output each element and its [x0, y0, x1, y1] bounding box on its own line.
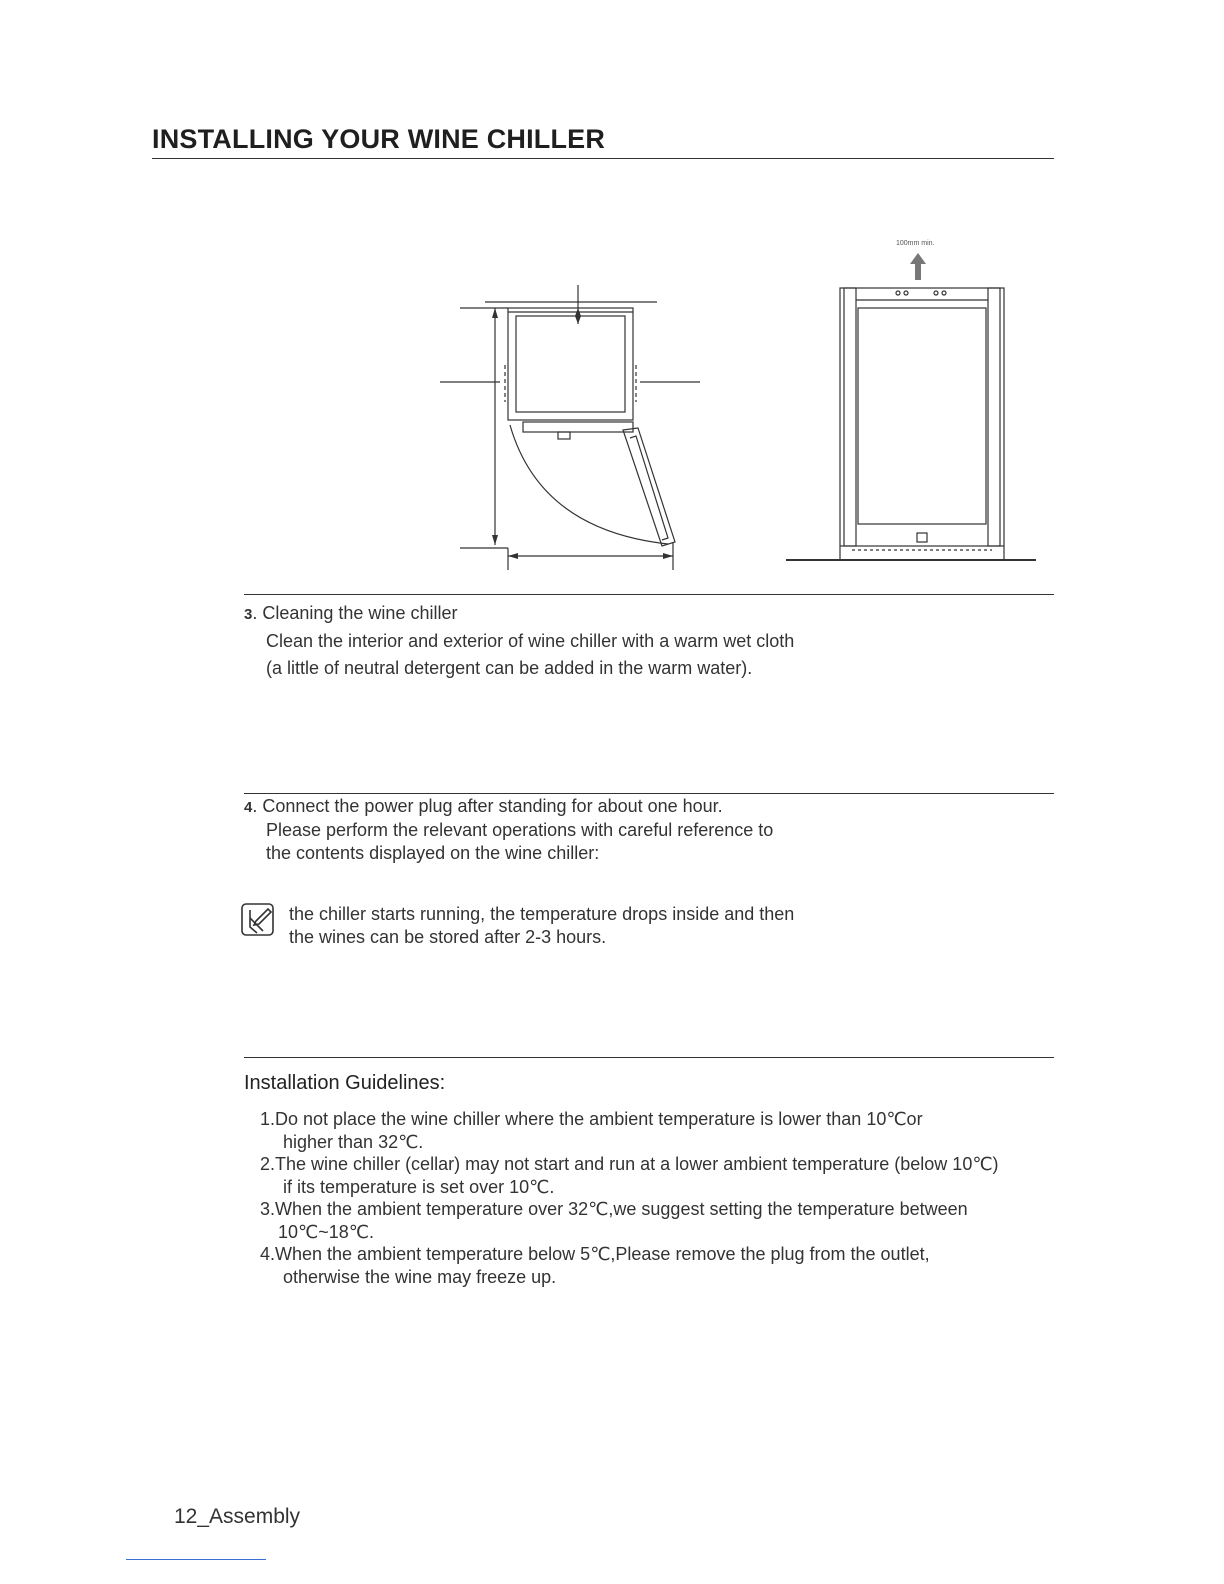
- guideline-2-line1: 2.The wine chiller (cellar) may not start and run at a lower ambient temperature (below 10℃): [260, 1154, 999, 1174]
- clearance-label: 100mm min.: [896, 240, 935, 247]
- step3-number: 3: [244, 606, 253, 623]
- step4-line3: the contents displayed on the wine chiller:: [266, 843, 600, 863]
- guidelines-rule: [244, 1057, 1054, 1058]
- guideline-item: [260, 1153, 1090, 1198]
- guideline-4-line1: 4.When the ambient temperature below 5℃,Please remove the plug from the outlet,: [260, 1244, 930, 1264]
- guideline-3-line1: 3.When the ambient temperature over 32℃,we suggest setting the temperature between: [260, 1199, 968, 1219]
- page-footer: 12_Assembly: [174, 1505, 301, 1528]
- guideline-1-line1: 1.Do not place the wine chiller where the ambient temperature is lower than 10℃or: [260, 1109, 923, 1129]
- title-rule: [152, 158, 1054, 159]
- guideline-item: [260, 1108, 1090, 1153]
- step3-block: 3. Cleaning the wine chiller Clean the interior and exterior of wine chiller with a warm wet cloth (a little of neutral detergent can be added in the warm water).: [244, 600, 1044, 682]
- step4-rule: [244, 793, 1054, 794]
- front-view-diagram: [786, 250, 1036, 565]
- guideline-item: [260, 1198, 1090, 1243]
- guideline-2-line2: if its temperature is set over 10℃.: [283, 1176, 555, 1197]
- top-view-diagram: [430, 280, 710, 575]
- footer-underline: [126, 1559, 266, 1560]
- page-title: INSTALLING YOUR WINE CHILLER: [152, 124, 606, 154]
- guidelines-title: Installation Guidelines:: [244, 1072, 446, 1094]
- guideline-4-line2: otherwise the wine may freeze up.: [283, 1266, 557, 1287]
- step4-number: 4: [244, 799, 253, 816]
- step3-line2: (a little of neutral detergent can be added in the warm water).: [266, 658, 753, 678]
- step3-heading: Cleaning the wine chiller: [262, 603, 458, 623]
- guideline-item: [260, 1243, 1090, 1288]
- step3-line1: Clean the interior and exterior of wine chiller with a warm wet cloth: [266, 631, 795, 651]
- step4-line2: Please perform the relevant operations with careful reference to: [266, 820, 774, 840]
- step4-line1: Connect the power plug after standing for about one hour.: [262, 796, 723, 816]
- guideline-1-line2: higher than 32℃.: [283, 1131, 424, 1152]
- note-text: [289, 903, 1049, 949]
- step3-rule: [244, 594, 1054, 595]
- note-icon: [241, 903, 274, 936]
- guideline-3-line2: 10℃~18℃.: [278, 1221, 374, 1242]
- note-line1: the chiller starts running, the temperature drops inside and then: [289, 904, 795, 924]
- guidelines-list: [260, 1108, 1090, 1288]
- note-line2: the wines can be stored after 2-3 hours.: [289, 927, 607, 947]
- step4-block: 4. Connect the power plug after standing for about one hour. Please perform the relevant operations with careful reference to the contents displayed on the wine chiller:: [244, 795, 1044, 865]
